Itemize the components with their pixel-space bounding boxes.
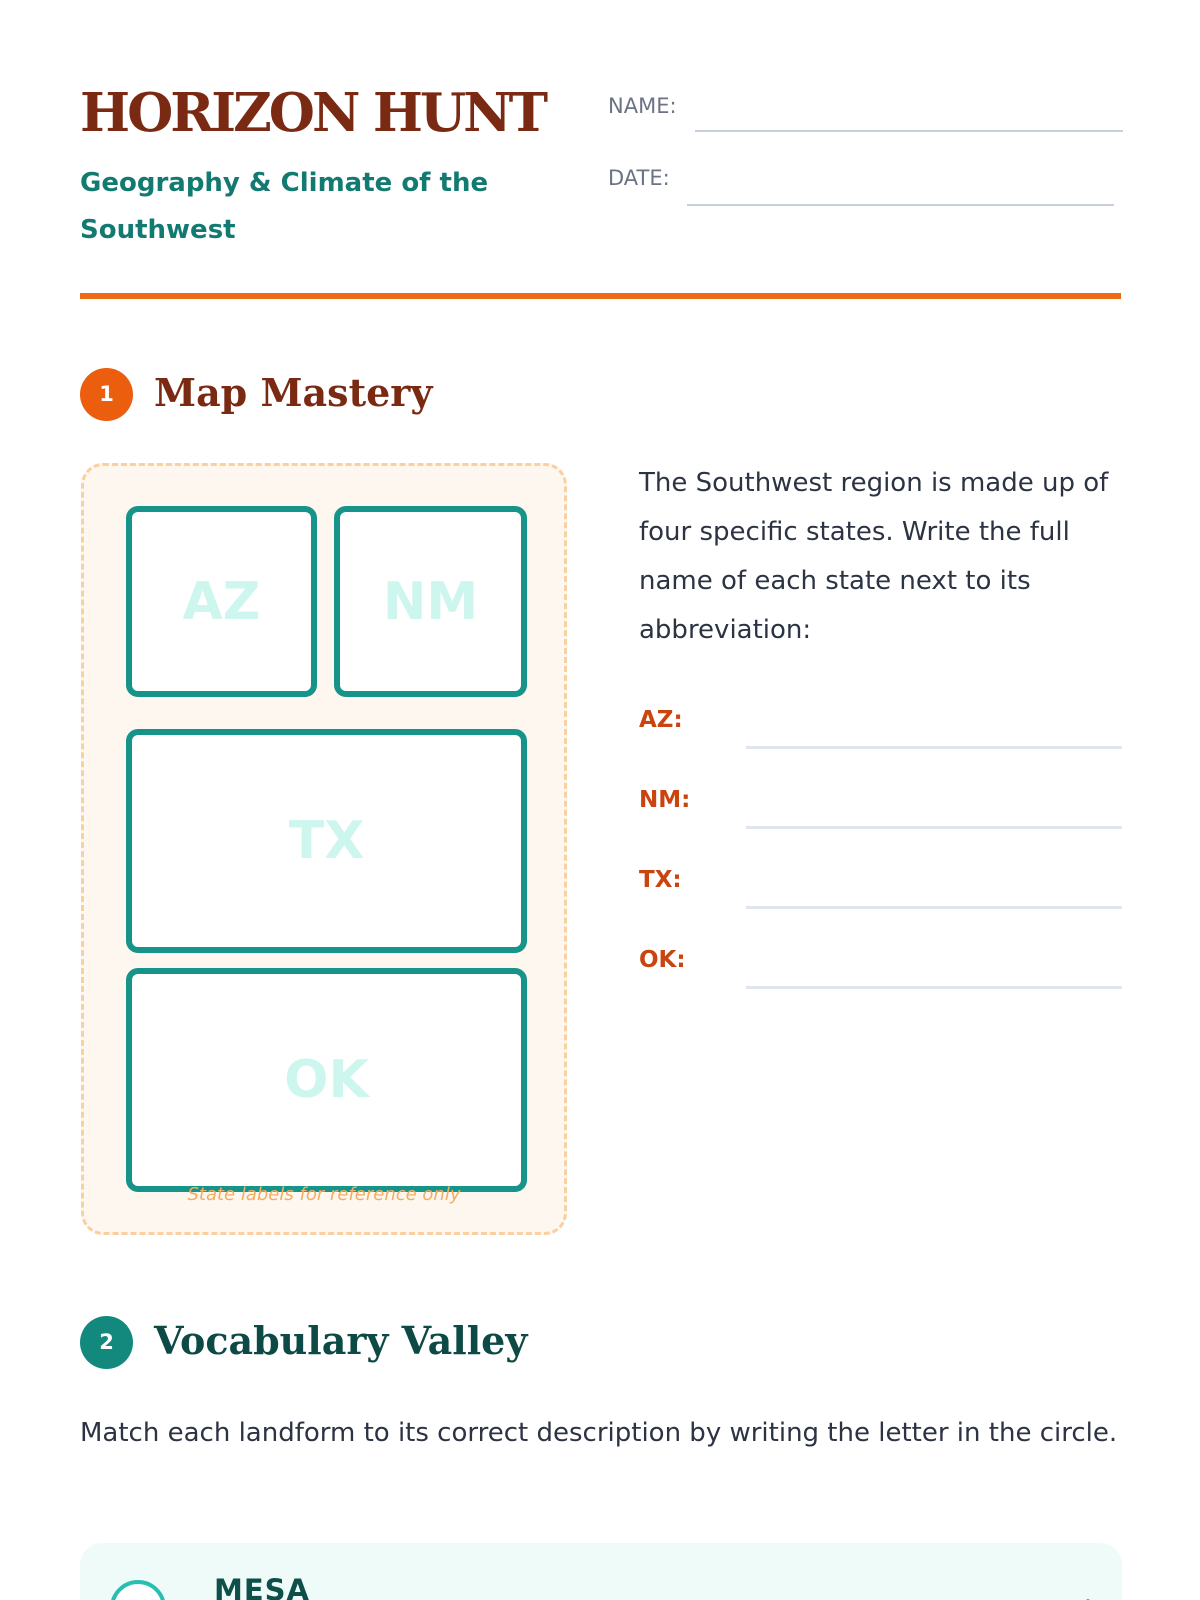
- answer-field-az[interactable]: [746, 746, 1122, 749]
- answer-label-nm: NM:: [639, 787, 691, 813]
- answer-field-nm[interactable]: [746, 826, 1122, 829]
- state-map: [81, 463, 567, 1235]
- section-2-instructions: Match each landform to its correct description by writing the letter in the circle.: [80, 1418, 1118, 1448]
- map-state-ok: [126, 968, 527, 1192]
- map-state-nm: [334, 506, 527, 697]
- worksheet-title: HORIZON HUNT: [80, 82, 546, 144]
- section-1-badge: 1: [80, 368, 133, 421]
- state-label-tx: TX: [288, 811, 365, 871]
- name-label: NAME:: [608, 94, 677, 118]
- state-label-az: AZ: [182, 571, 261, 632]
- section-1-title: Map Mastery: [154, 370, 433, 415]
- answer-circle[interactable]: [110, 1580, 166, 1600]
- map-state-tx: [126, 729, 527, 953]
- answer-label-tx: TX:: [639, 867, 682, 893]
- vocab-item: [80, 1543, 1122, 1600]
- answer-label-ok: OK:: [639, 947, 686, 973]
- state-label-ok: OK: [284, 1050, 369, 1110]
- worksheet-subtitle: Geography & Climate of the Southwest: [80, 168, 489, 245]
- vocab-term: MESA: [214, 1573, 310, 1600]
- state-label-nm: NM: [382, 571, 479, 632]
- map-state-az: [126, 506, 317, 697]
- connector-icon: [1070, 1591, 1100, 1600]
- date-label: DATE:: [608, 166, 670, 190]
- map-note: State labels for reference only: [187, 1184, 461, 1205]
- answer-field-ok[interactable]: [746, 986, 1122, 989]
- section-2-badge: 2: [80, 1316, 133, 1369]
- header-divider: [80, 293, 1121, 299]
- answer-field-tx[interactable]: [746, 906, 1122, 909]
- name-field[interactable]: [695, 130, 1123, 132]
- answer-label-az: AZ:: [639, 707, 683, 733]
- date-field[interactable]: [687, 204, 1114, 206]
- section-1-instructions: The Southwest region is made up of four specific states. Write the full name of each state next to its abbreviation:: [639, 468, 1109, 645]
- section-2-title: Vocabulary Valley: [154, 1318, 528, 1363]
